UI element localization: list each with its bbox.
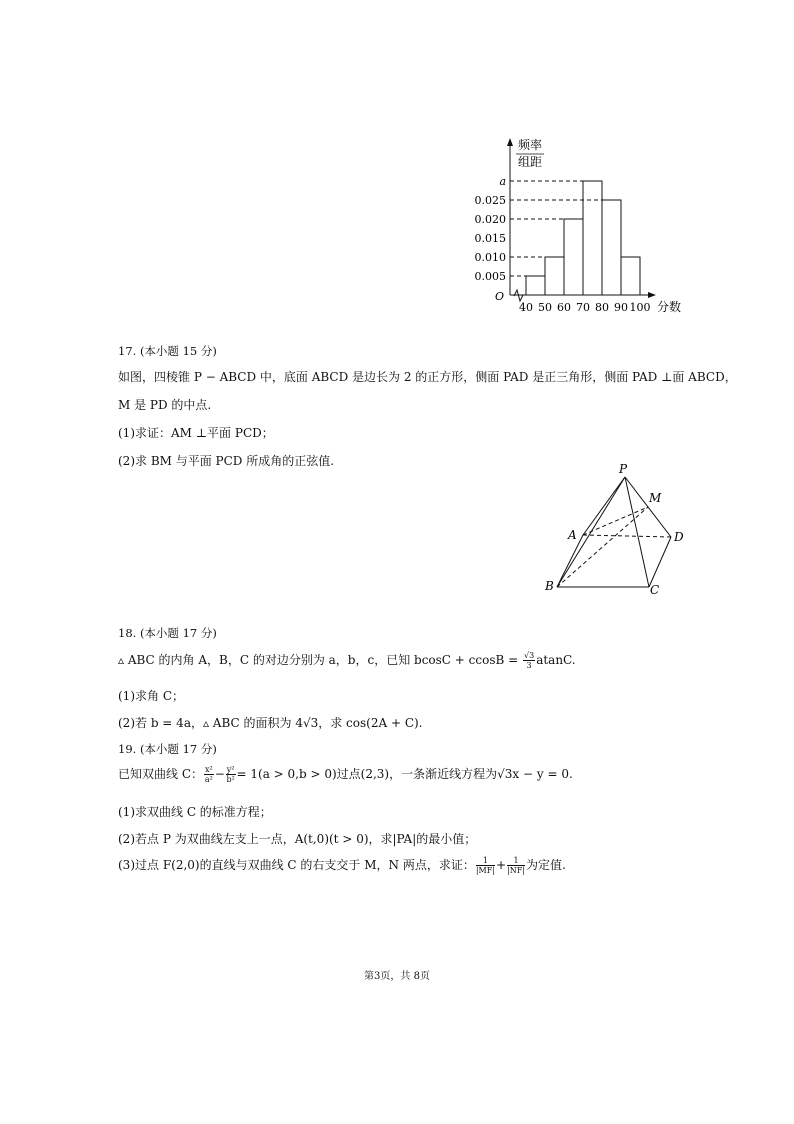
vertex-label-B: B (545, 579, 554, 593)
y-tick-2: 0.015 (474, 232, 506, 245)
bar-3 (583, 181, 602, 295)
bar-5 (621, 257, 640, 295)
q19-stem-post: = 1(a > 0,b > 0)过点(2,3)，一条渐近线方程为√3x − y = 0. (236, 767, 573, 781)
vertex-label-C: C (650, 583, 660, 597)
q19-plus: + (495, 858, 507, 872)
pyramid-figure (535, 462, 695, 602)
bar-0 (526, 276, 545, 295)
bar-1 (545, 257, 564, 295)
q18-stem-pre: ▵ ABC 的内角 A，B，C 的对边分别为 a，b，c，已知 bcosC + ccosB = (118, 653, 522, 667)
q19-minus: − (214, 767, 225, 781)
x-tick-labels (519, 301, 651, 314)
q19-frac-y (226, 765, 236, 784)
dashed-guides (510, 181, 602, 276)
y-label-top: 频率 (518, 138, 543, 152)
edge-AB (557, 535, 583, 587)
q19-frac-x (204, 765, 214, 784)
q18-part2: (2)若 b = 4a，▵ ABC 的面积为 4√3，求 cos(2A + C). (118, 716, 423, 730)
edge-AD-hidden (583, 535, 671, 537)
x-tick-5: 90 (614, 301, 628, 314)
q19-part1: (1)求双曲线 C 的标准方程； (118, 805, 272, 819)
page-footer: 第3页，共 8页 (364, 971, 430, 982)
q19-frac-x-num: x² (205, 765, 213, 774)
q19-frac-mf-num: 1 (476, 856, 495, 866)
x-axis-label: 分数 (657, 300, 682, 314)
x-tick-6: 100 (629, 301, 651, 314)
y-tick-0: 0.005 (474, 270, 506, 283)
q19-frac-y-num: y² (226, 765, 235, 774)
q18-frac-den: 3 (526, 661, 532, 670)
edge-CD (649, 537, 671, 587)
vertex-label-M: M (649, 491, 662, 505)
y-label-bottom: 组距 (518, 155, 543, 169)
q18-part1: (1)求角 C； (118, 689, 184, 703)
bar-2 (564, 219, 583, 295)
x-tick-2: 60 (557, 301, 571, 314)
q18-stem (118, 651, 576, 670)
vertex-label-P: P (619, 462, 628, 476)
q19-stem (118, 765, 573, 784)
q18-header: 18. (本小题 17 分) (118, 626, 217, 640)
y-tick-3: 0.020 (474, 213, 506, 226)
q17-stem-line1: 如图，四棱锥 P − ABCD 中，底面 ABCD 是边长为 2 的正方形，侧面 PAD 是正三角形，侧面 PAD ⊥面 ABCD， (118, 370, 737, 384)
q19-frac-nf-den: |NF| (507, 866, 525, 875)
vertex-label-A: A (568, 528, 577, 542)
frequency-histogram (470, 135, 700, 320)
vertex-label-D: D (674, 530, 684, 544)
q18-fraction (523, 651, 535, 670)
q17-stem-line2: M 是 PD 的中点. (118, 398, 212, 412)
q19-part3 (118, 856, 566, 875)
q19-part3-post: 为定值. (525, 858, 566, 872)
x-tick-1: 50 (538, 301, 552, 314)
q19-header: 19. (本小题 17 分) (118, 742, 217, 756)
y-tick-4: 0.025 (474, 194, 506, 207)
x-axis-arrow-icon (648, 292, 656, 298)
y-tick-1: 0.010 (474, 251, 506, 264)
q18-stem-post: atanC. (536, 653, 576, 667)
x-tick-4: 80 (595, 301, 609, 314)
q17-header: 17. (本小题 15 分) (118, 344, 217, 358)
x-tick-0: 40 (519, 301, 533, 314)
origin-label: O (495, 290, 505, 303)
q19-frac-x-den: a² (204, 775, 213, 784)
q18-frac-num: √3 (524, 651, 535, 660)
edge-PC (625, 477, 649, 587)
q19-frac-mf-den: |MF| (475, 866, 495, 875)
bars (526, 181, 640, 295)
q19-part2: (2)若点 P 为双曲线左支上一点，A(t,0)(t > 0)，求|PA|的最小值； (118, 832, 477, 846)
y-tick-labels (475, 175, 507, 283)
y-axis-arrow-icon (507, 138, 513, 146)
q19-frac-mf (476, 856, 495, 875)
y-tick-5: a (499, 175, 506, 188)
x-tick-3: 70 (576, 301, 590, 314)
q19-frac-nf (507, 856, 525, 875)
q19-part3-pre: (3)过点 F(2,0)的直线与双曲线 C 的右支交于 M，N 两点，求证： (118, 858, 475, 872)
q17-part2: (2)求 BM 与平面 PCD 所成角的正弦值. (118, 454, 335, 468)
q19-frac-y-den: b² (226, 775, 235, 784)
q19-stem-pre: 已知双曲线 C： (118, 767, 203, 781)
q17-part1: (1)求证：AM ⊥平面 PCD； (118, 426, 274, 440)
q19-frac-nf-num: 1 (507, 856, 525, 866)
bar-4 (602, 200, 621, 295)
